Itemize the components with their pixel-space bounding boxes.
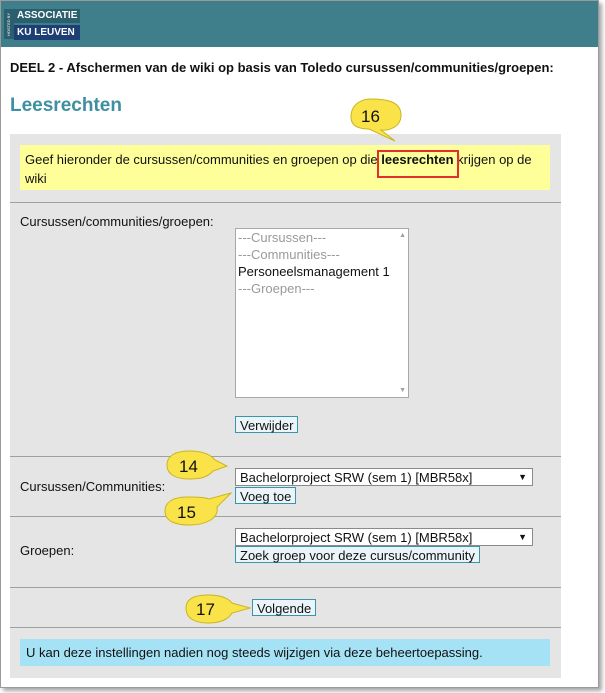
callout-17 [182, 593, 252, 625]
groups-label: Groepen: [20, 543, 75, 558]
list-option[interactable]: Personeelsmanagement 1 [238, 264, 390, 279]
logo-line2: KU LEUVEN [14, 25, 80, 40]
chevron-down-icon: ▼ [518, 532, 527, 542]
callout-14 [163, 449, 229, 483]
info-message: U kan deze instellingen nadien nog steeds wijzigen via deze beheertoepassing. [20, 639, 550, 666]
courses-label: Cursussen/Communities: [20, 479, 166, 494]
chevron-down-icon: ▼ [518, 472, 527, 482]
course-select-value: Bachelorproject SRW (sem 1) [MBR58x] [240, 470, 473, 485]
divider [10, 202, 561, 203]
scroll-down-icon[interactable]: ▼ [399, 387, 406, 394]
logo-line1: ASSOCIATIE [14, 9, 80, 23]
instruction-keyword: leesrechten [381, 152, 454, 167]
callout-15 [161, 491, 233, 527]
form-panel [10, 134, 561, 678]
kuleuven-logo [4, 9, 80, 39]
course-select[interactable] [235, 468, 533, 486]
selection-label: Cursussen/communities/groepen: [20, 214, 214, 229]
callout-17-label: 17 [196, 600, 215, 619]
divider [10, 627, 561, 628]
instruction-note [20, 145, 550, 190]
remove-button[interactable]: Verwijder [235, 416, 298, 433]
logo-hosted-by: HOSTED BY [4, 9, 14, 39]
next-button[interactable]: Volgende [252, 599, 316, 616]
page-title: Leesrechten [10, 95, 122, 116]
section-heading: DEEL 2 - Afschermen van de wiki op basis van Toledo cursussen/communities/groepen: [10, 60, 554, 75]
keyword-highlight-box [377, 150, 459, 178]
list-option[interactable]: ---Cursussen--- [238, 230, 327, 245]
add-button[interactable]: Voeg toe [235, 487, 296, 504]
callout-15-label: 15 [177, 503, 196, 522]
search-group-button[interactable]: Zoek groep voor deze cursus/community [235, 546, 480, 563]
group-select[interactable] [235, 528, 533, 546]
instruction-text [25, 150, 550, 188]
group-select-value: Bachelorproject SRW (sem 1) [MBR58x] [240, 530, 473, 545]
scroll-up-icon[interactable]: ▲ [399, 232, 406, 239]
selection-listbox[interactable] [235, 228, 409, 398]
instruction-text-after: krijgen op de wiki [25, 152, 532, 186]
list-option[interactable]: ---Communities--- [238, 247, 340, 262]
callout-16 [345, 97, 407, 145]
divider [10, 516, 561, 517]
callout-14-label: 14 [179, 457, 198, 476]
divider [10, 456, 561, 457]
list-option[interactable]: ---Groepen--- [238, 281, 315, 296]
header-bar [1, 1, 598, 47]
instruction-text-before: Geef hieronder de cursussen/communities en groepen op die [25, 152, 382, 167]
callout-16-label: 16 [361, 107, 380, 126]
divider [10, 587, 561, 588]
